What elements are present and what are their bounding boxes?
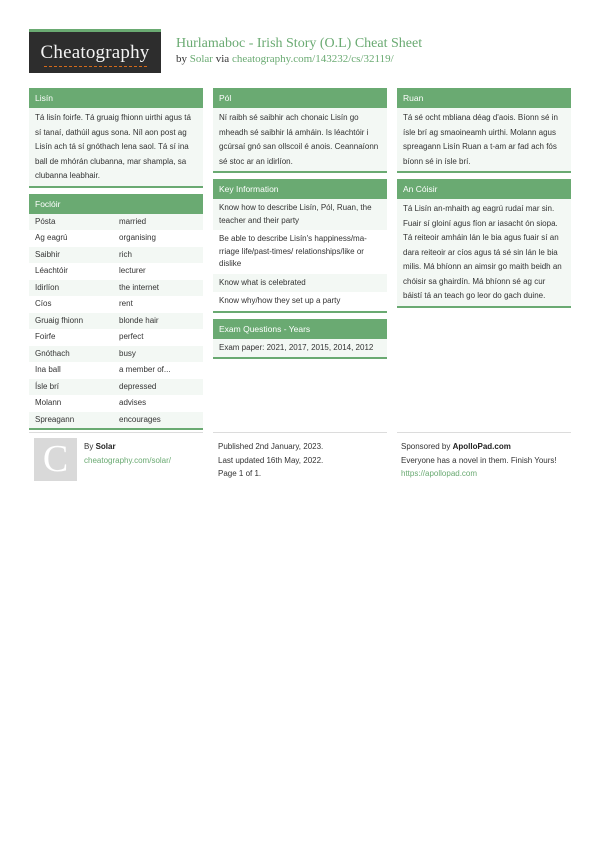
section-header: Lisín (29, 88, 203, 108)
irish-term: Cíos (35, 299, 52, 308)
section-exam-questions (213, 319, 387, 360)
section-body: Tá sé ocht mbliana déag d'aois. Bíonn sé in ísle brí ag smaoineamh uirthi. Molann agus spreagann Lisín Ruan a t-am ar fad ach fós bíonn sé in ísle brí. (397, 108, 571, 171)
table-row (29, 214, 203, 231)
english-term: lecturer (119, 266, 146, 275)
vocab-table (29, 214, 203, 429)
table-row (29, 329, 203, 346)
section-header: Ruan (397, 88, 571, 108)
sponsor-text: Everyone has a novel in them. Finish Yours! (401, 455, 557, 465)
table-row (29, 412, 203, 429)
footer-author (84, 440, 171, 467)
english-term: busy (119, 348, 136, 358)
section-key-information (213, 179, 387, 313)
list-item: Know why/how they set up a party (213, 292, 387, 311)
sheet-url-link[interactable]: cheatography.com/143232/cs/32119/ (231, 53, 394, 65)
section-header: Key Information (213, 179, 387, 199)
section-body: Ní raibh sé saibhir ach chonaic Lisín go mheadh sé saibhir lá amháin. Is léachtóir i gcúrsaí gnó san ollscoil é anois. Ceannaíonn sé stoc ar an idirlíon. (213, 108, 387, 171)
table-row (29, 296, 203, 313)
author-avatar[interactable]: C (34, 438, 77, 481)
section-an-coisir (397, 179, 571, 308)
footer-author-name[interactable]: Solar (95, 442, 116, 451)
section-header: Exam Questions - Years (213, 319, 387, 339)
column-1 (29, 88, 203, 436)
section-header: Foclóir (29, 194, 203, 214)
irish-term: Gnóthach (35, 348, 70, 358)
column-3 (397, 88, 571, 314)
updated-date: Last updated 16th May, 2022. (218, 455, 324, 465)
cheatography-logo[interactable] (29, 29, 161, 73)
english-term: blonde hair (119, 315, 159, 325)
section-header: An Cóisir (397, 179, 571, 199)
english-term: perfect (119, 332, 144, 341)
section-body: Tá lisín foirfe. Tá gruaig fhionn uirthi agus tá sí tanaí, dathúil agus sona. Níl aon post ag Lisín ach tá sí gnóthach lena saol. Tá sí ina ball de mhórán clubanna, mar shampla, sa clubanna leabhair. (29, 108, 203, 186)
irish-term: Spreagann (35, 414, 75, 424)
irish-term: Idirlíon (35, 282, 60, 292)
irish-term: Léachtóir (35, 266, 68, 275)
section-pol (213, 88, 387, 173)
english-term: rich (119, 249, 132, 259)
english-term: advises (119, 398, 147, 407)
irish-term: Saibhir (35, 249, 60, 259)
byline (176, 53, 394, 65)
section-body: Tá Lisín an-mhaith ag eagrú rudaí mar sin. Fuair sí gloiní agus fíon ar iasacht ón siopa. Tá reiteoir amháin lán le bia agus fuair sí an dara reiteoir ar cíos agus tá sé sin lán le bia milis. Má bhíonn an aimsir go maith beidh an chóisir sa ghairdín. Má bhíonn sé ag cur báistí tá an teach go leor do gach duine. (397, 199, 571, 306)
irish-term: Ísle brí (35, 381, 60, 391)
list-item: Know what is celebrated (213, 274, 387, 293)
english-term: married (119, 216, 147, 226)
by-prefix: by (176, 53, 187, 65)
footer-divider (397, 432, 571, 433)
irish-term: Molann (35, 398, 62, 407)
table-row (29, 280, 203, 297)
via-label: via (215, 53, 230, 65)
irish-term: Foirfe (35, 332, 56, 341)
logo-underline (44, 66, 147, 67)
table-row (29, 247, 203, 264)
irish-term: Ag eagrú (35, 233, 68, 242)
section-focloir (29, 194, 203, 431)
sponsor-name[interactable]: ApolloPad.com (452, 442, 511, 451)
section-ruan (397, 88, 571, 173)
author-link[interactable]: Solar (189, 53, 213, 65)
english-term: organising (119, 233, 156, 242)
footer-sponsor (401, 440, 561, 481)
table-row (29, 379, 203, 396)
sponsor-link[interactable]: https://apollopad.com (401, 469, 478, 478)
sponsor-prefix: Sponsored by (401, 442, 451, 451)
author-profile-link[interactable]: cheatography.com/solar/ (84, 455, 172, 465)
table-row (29, 395, 203, 412)
irish-term: Ina ball (35, 365, 61, 374)
page-title: Hurlamaboc - Irish Story (O.L) Cheat Sheet (176, 36, 423, 51)
footer-divider (213, 432, 387, 433)
english-term: a member of... (119, 365, 171, 374)
page-count: Page 1 of 1. (218, 469, 262, 478)
table-row (29, 230, 203, 247)
list-item: Exam paper: 2021, 2017, 2015, 2014, 2012 (213, 339, 387, 358)
table-row (29, 313, 203, 330)
irish-term: Pósta (35, 216, 56, 226)
table-row (29, 263, 203, 280)
section-header: Pól (213, 88, 387, 108)
english-term: encourages (119, 414, 161, 424)
footer-dates (218, 440, 323, 481)
irish-term: Gruaig fhionn (35, 315, 84, 325)
by-label: By (84, 442, 94, 451)
footer-divider (29, 432, 203, 433)
logo-text: Cheatography (40, 42, 150, 63)
list-item: Be able to describe Lisín's happiness/ma-rriage life/past-times/ relationships/like or dislike (213, 230, 387, 274)
english-term: rent (119, 299, 133, 308)
table-row (29, 362, 203, 379)
section-lisin (29, 88, 203, 188)
english-term: depressed (119, 381, 157, 391)
english-term: the internet (119, 282, 160, 292)
list-item: Know how to describe Lisín, Pól, Ruan, the teacher and their party (213, 199, 387, 230)
table-row (29, 346, 203, 363)
column-2 (213, 88, 387, 365)
published-date: Published 2nd January, 2023. (218, 442, 324, 451)
